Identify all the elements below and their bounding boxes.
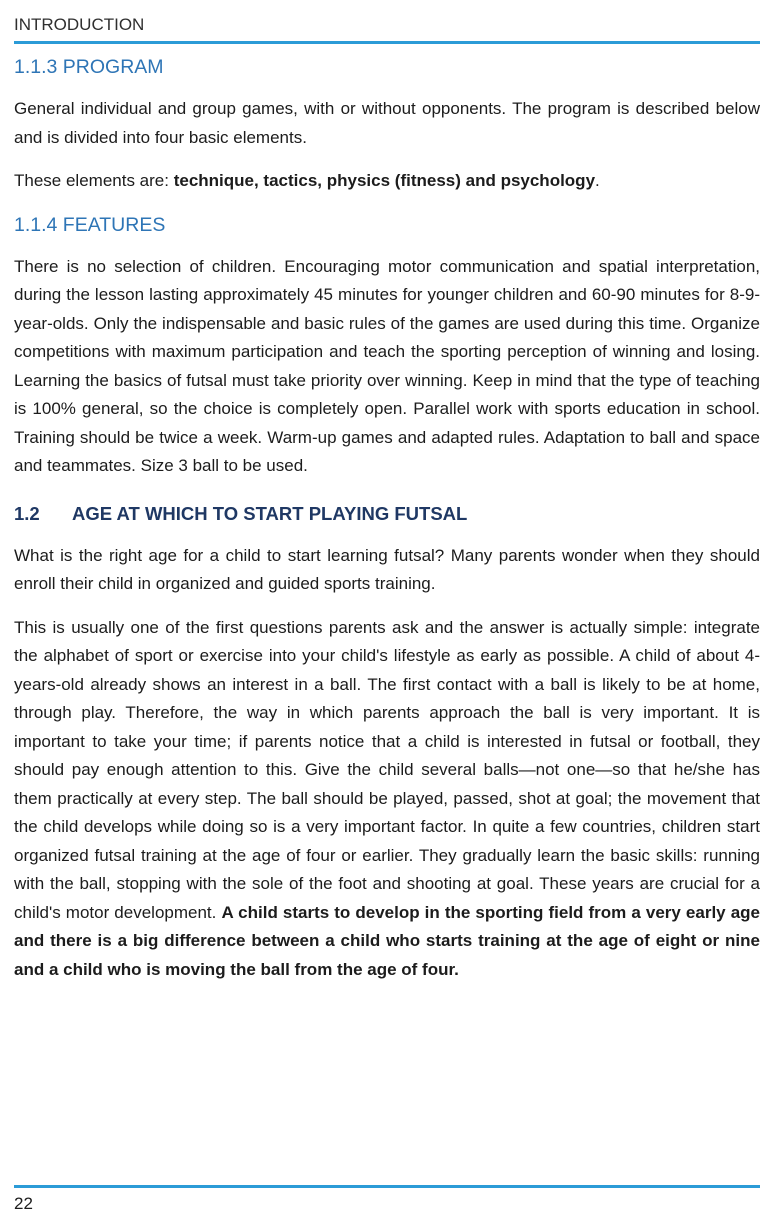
heading-1-1-4-features: 1.1.4 FEATURES — [14, 213, 166, 236]
page-footer — [14, 1185, 760, 1224]
elements-suffix: . — [595, 171, 600, 190]
section-title: AGE AT WHICH TO START PLAYING FUTSAL — [72, 502, 468, 524]
age-answer-bold: A child starts to develop in the sporting field from a very early age and there is a big difference between a child who starts training at the age of eight or nine and a child who is moving the ball from the age of four. — [14, 902, 760, 979]
paragraph-program-intro: General individual and group games, with or without opponents. The program is described below and is divided into four basic elements. — [14, 99, 760, 147]
section-number: 1.2 — [14, 502, 40, 524]
heading-1-1-3-program: 1.1.3 PROGRAM — [14, 56, 164, 78]
running-header — [14, 14, 760, 44]
running-header-title: INTRODUCTION — [14, 15, 145, 34]
paragraph-age-answer — [14, 614, 760, 985]
paragraph-age-question: What is the right age for a child to start learning futsal? Many parents wonder when they should enroll their child in organized and guided sports training. — [14, 545, 760, 593]
paragraph-program-elements — [14, 167, 760, 196]
page-number: 22 — [14, 1194, 33, 1213]
elements-bold-list: technique, tactics, physics (fitness) and psychology — [173, 171, 596, 190]
elements-prefix: These elements are: — [14, 171, 174, 190]
heading-1-2-age — [14, 501, 760, 527]
paragraph-features: There is no selection of children. Encouraging motor communication and spatial interpretation, during the lesson lasting approximately 45 minutes for younger children and 60-90 minutes for 8-9-year-olds. Only the indispensable and basic rules of the games are used during this time. Organize competitions with maximum participation and teach the sporting perception of winning and losing. Learning the basics of futsal must take priority over winning. Keep in mind that the type of teaching is 100% general, so the choice is completely open. Parallel work with sports education in school. Training should be twice a week. Warm-up games and adapted rules. Adaptation to ball and space and teammates. Size 3 ball to be used. — [14, 256, 760, 475]
age-answer-regular: This is usually one of the first questions parents ask and the answer is actually simple: integrate the alphabet of sport or exercise into your child's lifestyle as early as possible. A child of about 4-years-old already shows an interest in a ball. The first contact with a ball is likely to be at home, through play. Therefore, the way in which parents approach the ball is very important. It is important to take your time; if parents notice that a child is interested in futsal or football, they should pay enough attention to this. Give the child several balls—not one—so that he/she has them practically at every step. The ball should be played, passed, shot at goal; the movement that the child develops while doing so is a very important factor. In quite a few countries, children start organized futsal training at the age of four or earlier. They gradually learn the basic skills: running with the ball, stopping with the sole of the foot and shooting at goal. These years are crucial for a child's motor development. — [14, 617, 760, 922]
